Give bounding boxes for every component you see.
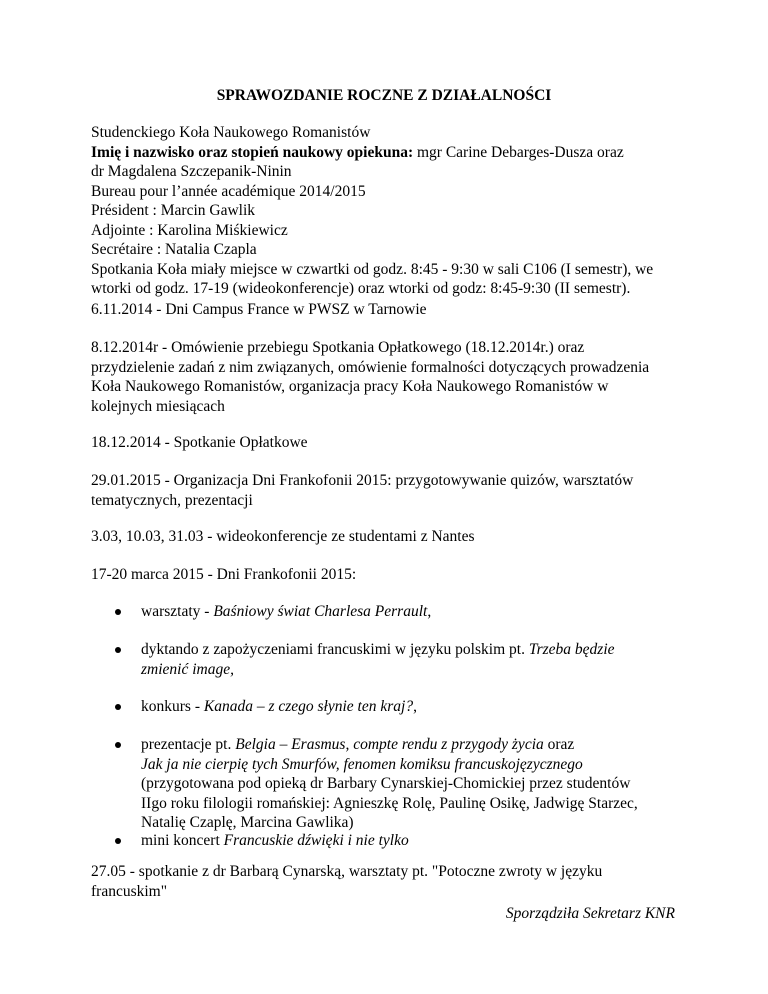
item-title: Francuskie dźwięki i nie tylko [223,832,409,849]
item-text: Natalię Czaplę, Marcina Gawlika) [141,814,354,831]
bullet-icon [115,742,121,748]
bureau-line: Bureau pour l’année académique 2014/2015 [91,182,366,200]
president-line: Président : Marcin Gawlik [91,202,256,219]
entry-text: 8.12.2014r - Omówienie przebiegu Spotkania Opłatkowego (18.12.2014r.) oraz [91,339,585,356]
item-text: , [427,603,432,620]
secretaire-line: Secrétaire : Natalia Czapla [91,241,257,258]
entry-text: 17-20 marca 2015 - Dni Frankofonii 2015: [91,566,357,583]
bullet-icon [115,838,121,844]
item-text: dyktando z zapożyczeniami francuskimi w języku polskim pt. [141,641,529,658]
supervisor-label: Imię i nazwisko oraz stopień naukowy opiekuna: [91,143,414,161]
entry-dni-frankofonii [91,565,691,585]
signature: Sporządziła Sekretarz KNR [505,905,675,922]
item-text: mini koncert [141,832,224,849]
entry-closing [91,862,691,901]
item-text: prezentacje pt. [141,736,236,753]
item-text: warsztaty - [141,603,214,620]
entry-text: Koła Naukowego Romanistów, organizacja pracy Koła Naukowego Romanistów w [91,378,609,395]
meetings-line-2: wtorki od godz. 17-19 (wideokonferencje) oraz wtorki od godz: 8:45-9:30 (II semestr). [91,280,631,297]
entry-organizacja [91,471,691,510]
item-title: Baśniowy świat Charlesa Perrault [213,603,428,620]
item-text: , [413,698,417,715]
adjointe-line: Adjointe : Karolina Miśkiewicz [91,221,288,239]
bullet-icon [115,704,121,710]
document-title: SPRAWOZDANIE ROCZNE Z DZIAŁALNOŚCI [216,87,552,104]
entry-spotkanie [91,433,691,453]
item-text: IIgo roku filologii romańskiej: Agnieszkę Rolę, Paulinę Osikę, Jadwigę Starzec, [141,794,638,812]
entry-text: francuskim" [91,882,168,900]
item-title: Belgia – Erasmus, compte rendu z przygody życia [235,736,544,753]
supervisor-line [91,143,691,163]
bullet-icon [115,609,121,615]
entry-text: przydzielenie zadań z nim związanych, omówienie formalności dotyczących prowadzenia [91,358,650,376]
meetings-line-1: Spotkania Koła miały miejsce w czwartki od godz. 8:45 - 9:30 w sali C106 (I semestr), we [91,260,654,278]
item-title: Kanada – z czego słynie ten kraj? [203,698,414,715]
entry-text: 6.11.2014 - Dni Campus France w PWSZ w Tarnowie [91,301,427,318]
entry-text: 3.03, 10.03, 31.03 - wideokonferencje ze studentami z Nantes [91,528,475,545]
item-title: Trzeba będzie [528,641,615,658]
entry-text: tematycznych, prezentacji [91,491,253,509]
entry-campus-france [91,300,691,320]
supervisor-value: mgr Carine Debarges-Dusza oraz [413,143,624,161]
item-text: konkurs - [141,698,204,715]
supervisor-second: dr Magdalena Szczepanik-Ninin [91,163,292,180]
header-block [91,123,691,299]
item-text: (przygotowana pod opieką dr Barbary Cynarskiej-Chomickiej przez studentów [141,775,631,792]
entry-text: 29.01.2015 - Organizacja Dni Frankofonii 2015: przygotowywanie quizów, warsztatów [91,472,634,489]
item-title: Jak ja nie cierpię tych Smurfów, fenomen komiksu francuskojęzycznego [141,755,583,773]
club-name: Studenckiego Koła Naukowego Romanistów [91,124,371,141]
item-text: oraz [543,736,575,753]
item-title: zmienić image, [141,660,234,678]
bullet-icon [115,647,121,653]
entry-text: 27.05 - spotkanie z dr Barbarą Cynarską, warsztaty pt. "Potoczne zwroty w języku [91,863,603,880]
entry-opłatek-planning [91,338,691,416]
entry-text: 18.12.2014 - Spotkanie Opłatkowe [91,434,308,451]
entry-text: kolejnych miesiącach [91,397,225,415]
entry-videoconf [91,527,691,547]
